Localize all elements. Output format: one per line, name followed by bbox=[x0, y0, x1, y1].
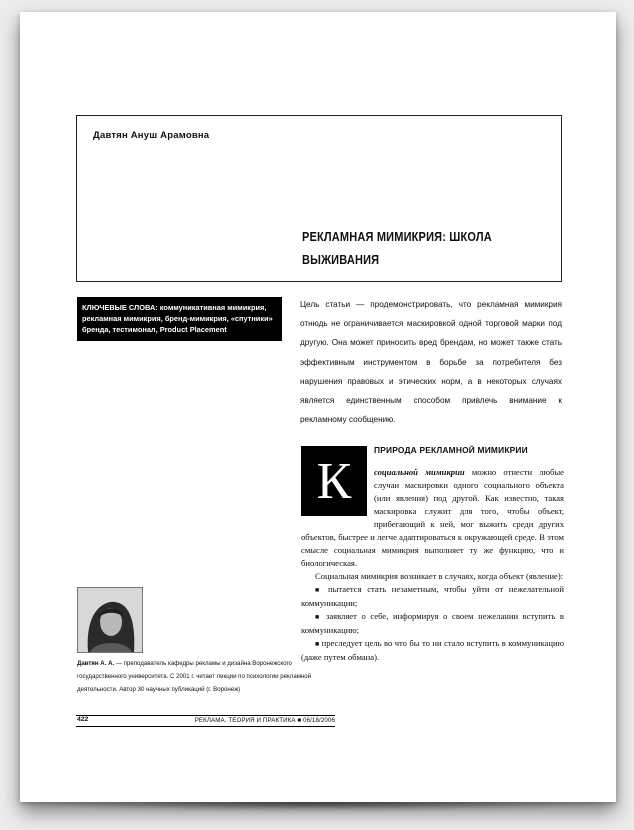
bullet-item-1: ■ пытается стать незаметным, чтобы уйти от нежелательной коммуникации; bbox=[301, 583, 564, 610]
journal-footer: РЕКЛАМА. ТЕОРИЯ И ПРАКТИКА ■ 06/18/2006 bbox=[194, 717, 335, 724]
document-page bbox=[20, 12, 616, 802]
dropcap-letter: К bbox=[301, 446, 367, 516]
title-line-2: ВЫЖИВАНИЯ bbox=[302, 253, 380, 267]
bio-name: Давтян А. А. bbox=[77, 660, 115, 667]
article-title bbox=[302, 226, 513, 272]
keywords-block: КЛЮЧЕВЫЕ СЛОВА: коммуникативная мимикрия, рекламная мимикрия, бренд-мимикрия, «спутники» бренда, тестимонал, Product Placement bbox=[77, 297, 282, 341]
footer-rule-bottom bbox=[76, 726, 335, 727]
author-portrait-image bbox=[78, 588, 142, 652]
bio-text: — преподаватель кафедры рекламы и дизайна Воронежского государственного университета. С 2001 г. читает лекции по психологии рекламной деятельности. Автор 30 научных публикаций (г. Воронеж) bbox=[77, 660, 312, 693]
author-bio bbox=[77, 657, 339, 696]
section-title: ПРИРОДА РЕКЛАМНОЙ МИМИКРИИ bbox=[374, 445, 528, 455]
body-p1-text: можно отнести любые случаи маскировки одного социального объекта (или явления) под другой. Как известно, такая маскировка служит для того, чтобы объект, прибегающий к ней, мог выжить среди других объектов, быстрее и легче адаптироваться к окружающей среде. В этом смысле социальная мимикрия выполняет ту же функцию, что и биологическая. bbox=[301, 467, 564, 568]
bullet-item-2: ■ заявляет о себе, информируя о своем нежелании вступить в коммуникацию; bbox=[301, 610, 564, 637]
author-name: Давтян Ануш Арамовна bbox=[93, 130, 210, 141]
footer-rule-top bbox=[76, 715, 335, 716]
author-photo bbox=[77, 587, 143, 653]
lead-italic-phrase: социальной мимикрии bbox=[374, 467, 465, 477]
body-text bbox=[301, 466, 564, 664]
page-number: 422 bbox=[77, 716, 89, 723]
body-paragraph-2: Социальная мимикрия возникает в случаях, когда объект (явление): bbox=[315, 571, 564, 581]
intro-paragraph: Цель статьи — продемонстрировать, что рекламная мимикрия отнюдь не ограничивается маскировкой одной торговой марки под другую. Она может приносить вред брендам, но может также стать эффективным инструментом в борьбе за потребителя без нарушения правовых и этических норм, а в некоторых случаях является единственным способом привлечь внимание к рекламному сообщению. bbox=[300, 300, 562, 425]
bullet-item-3: ■ преследует цель во что бы то ни стало вступить в коммуникацию (даже путем обмана). bbox=[301, 637, 564, 664]
title-line-1: РЕКЛАМНАЯ МИМИКРИЯ: ШКОЛА bbox=[302, 230, 492, 244]
title-box bbox=[76, 115, 562, 282]
